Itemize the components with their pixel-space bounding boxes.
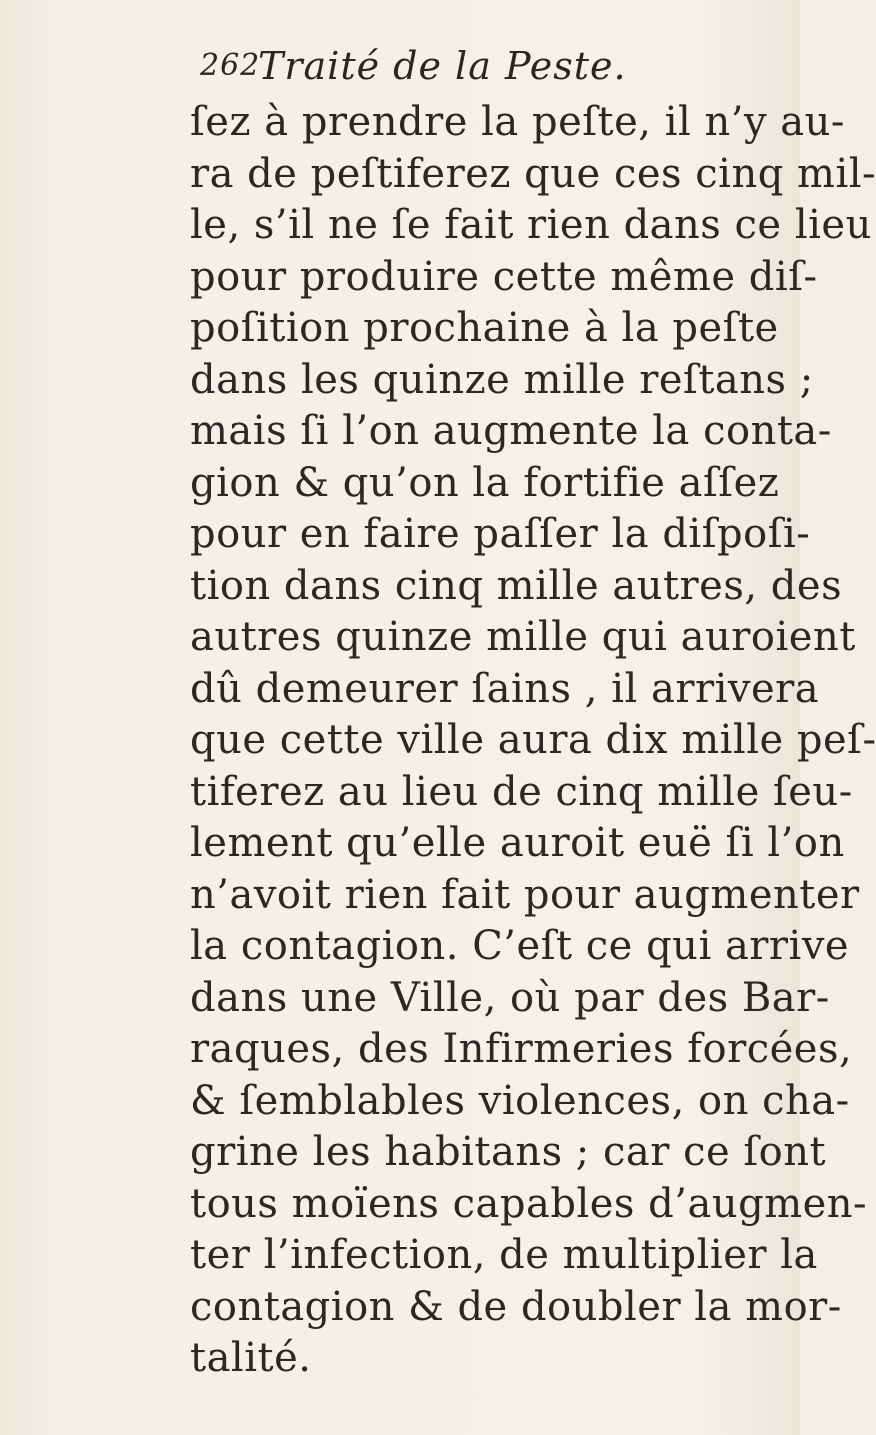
text-line: ſez à prendre la peſte, il n’y au- bbox=[190, 99, 845, 145]
text-line: tion dans cinq mille autres, des bbox=[190, 562, 843, 609]
body-text bbox=[190, 97, 876, 1385]
text-line: gion & qu’on la fortifie aſſez bbox=[190, 459, 780, 506]
text-line: grine les habitans ; car ce ſont bbox=[190, 1129, 827, 1175]
text-line: dû demeurer ſains , il arrivera bbox=[190, 665, 820, 712]
text-line: dans une Ville, où par des Bar- bbox=[190, 974, 830, 1021]
text-line: que cette ville aura dix mille peſ- bbox=[190, 717, 876, 763]
page-header bbox=[200, 44, 720, 100]
page-number: 262 bbox=[200, 48, 261, 83]
text-line: & ſemblables violences, on cha- bbox=[190, 1077, 850, 1124]
text-line: talité. bbox=[190, 1335, 312, 1381]
text-line: tiferez au lieu de cinq mille ſeu- bbox=[190, 768, 853, 815]
text-line: mais ſi l’on augmente la conta- bbox=[190, 408, 832, 454]
text-line: pour produire cette même diſ- bbox=[190, 253, 818, 300]
text-line: contagion & de doubler la mor- bbox=[190, 1283, 842, 1330]
text-line: autres quinze mille qui auroient bbox=[190, 614, 856, 660]
text-line: ra de peſtiferez que ces cinq mil- bbox=[190, 150, 876, 197]
text-line: n’avoit rien fait pour augmenter bbox=[190, 871, 860, 918]
text-line: le, s’il ne ſe fait rien dans ce lieu bbox=[190, 202, 872, 248]
text-line: pour en faire paſſer la diſpoſi- bbox=[190, 511, 811, 557]
text-line: la contagion. C’eſt ce qui arrive bbox=[190, 923, 850, 969]
text-line: ter l’infection, de multiplier la bbox=[190, 1232, 818, 1278]
text-line: dans les quinze mille reſtans ; bbox=[190, 356, 814, 403]
text-line: lement qu’elle auroit euë ſi l’on bbox=[190, 820, 845, 866]
running-title: Traité de la Peste. bbox=[258, 44, 627, 88]
text-line: poſition prochaine à la peſte bbox=[190, 305, 779, 351]
text-line: raques, des Infirmeries forcées, bbox=[190, 1026, 853, 1072]
text-line: tous moïens capables d’augmen- bbox=[190, 1180, 868, 1227]
